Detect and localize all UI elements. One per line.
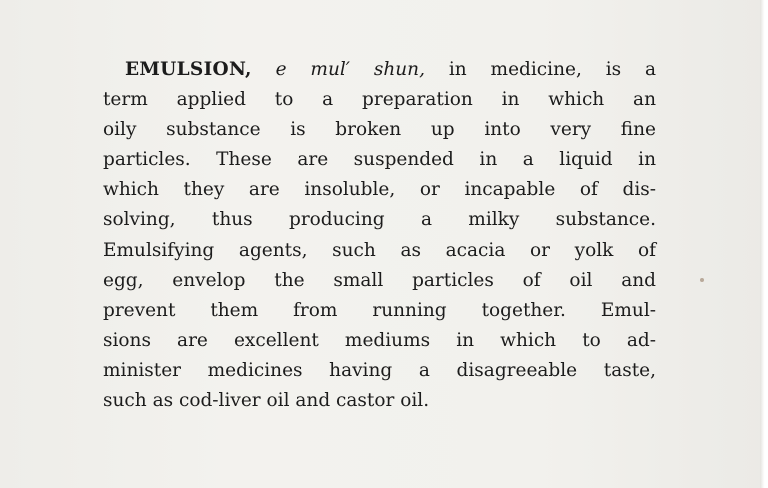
entry-line-12: such as cod-liver oil and castor oil. [103, 390, 430, 412]
page-edge [760, 0, 768, 488]
entry-line-1 [103, 55, 656, 85]
entry-pronunciation: e mul′ shun, [275, 59, 425, 80]
entry-text: in medicine, is a [448, 59, 657, 80]
entry-line-6: solving, thus producing a milky substance. [103, 209, 656, 231]
encyclopedia-entry [103, 55, 656, 416]
entry-line-3: oily substance is broken up into very fine [103, 119, 656, 141]
entry-line-8: egg, envelop the small particles of oil and [103, 269, 656, 291]
entry-line-11: minister medicines having a disagreeable taste, [103, 359, 656, 381]
paper-speck [700, 278, 704, 282]
entry-line-5: which they are insoluble, or incapable of dis- [103, 179, 656, 201]
entry-line-9: prevent them from running together. Emul- [103, 299, 656, 321]
entry-headword: EMULSION, [125, 59, 252, 80]
entry-line-7: Emulsifying agents, such as acacia or yolk of [103, 239, 656, 261]
entry-line-4: particles. These are suspended in a liquid in [103, 149, 656, 171]
entry-line-2: term applied to a preparation in which an [103, 89, 656, 111]
entry-line-10: sions are excellent mediums in which to ad- [103, 329, 656, 351]
